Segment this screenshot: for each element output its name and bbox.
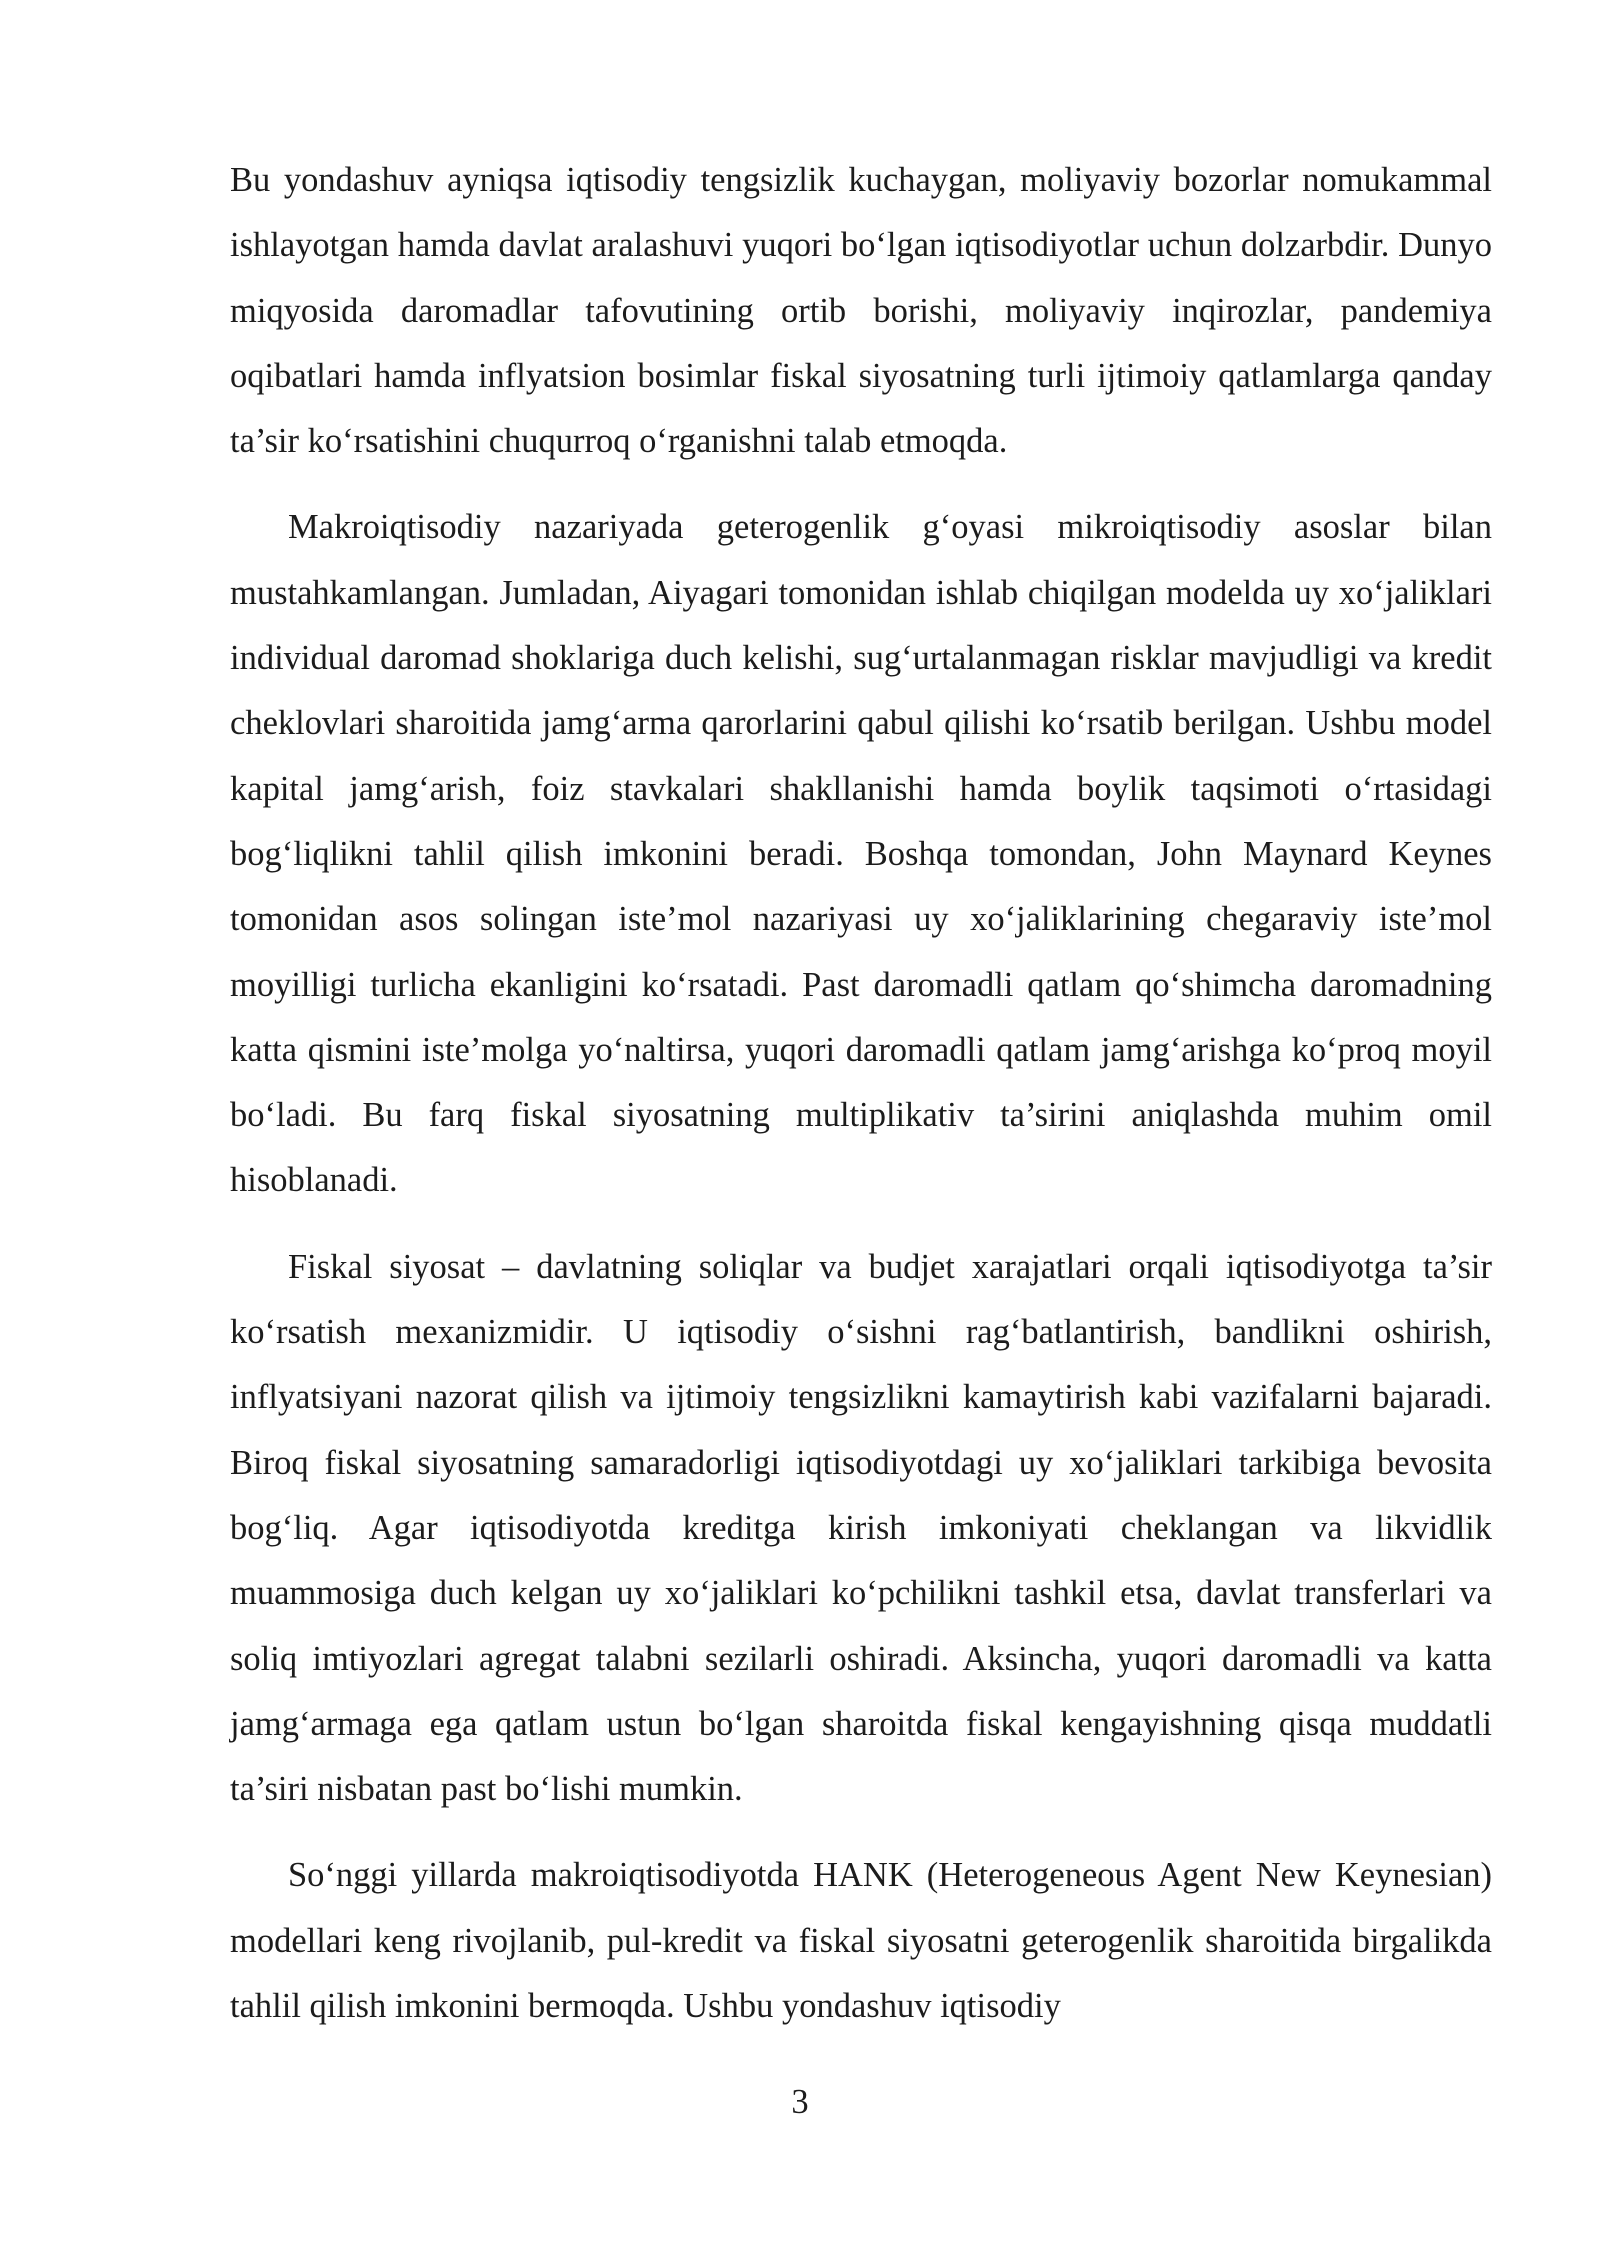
page-number: 3 xyxy=(791,2083,809,2121)
paragraph-3: Fiskal siyosat – davlatning soliqlar va budjet xarajatlari orqali iqtisodiyotga ta’sir ko‘rsatish mexanizmidir. U iqtisodiy o‘sishni rag‘batlantirish, bandlikni oshirish, inflyatsiyani nazorat qilish va ijtimoiy tengsizlikni kamaytirish kabi vazifalarni bajaradi. Biroq fiskal siyosatning samaradorligi iqtisodiyotdagi uy xo‘jaliklari tarkibiga bevosita bog‘liq. Agar iqtisodiyotda kreditga kirish imkoniyati cheklangan va likvidlik muammosiga duch kelgan uy xo‘jaliklari ko‘pchilikni tashkil etsa, davlat transferlari va soliq imtiyozlari agregat talabni sezilarli oshiradi. Aksincha, yuqori daromadli va katta jamg‘armaga ega qatlam ustun bo‘lgan sharoitda fiskal kengayishning qisqa muddatli ta’siri nisbatan past bo‘lishi mumkin. xyxy=(230,1247,1492,1809)
paragraph-1: Bu yondashuv ayniqsa iqtisodiy tengsizlik kuchaygan, moliyaviy bozorlar nomukammal ishlayotgan hamda davlat aralashuvi yuqori bo‘lgan iqtisodiyotlar uchun dolzarbdir. Dunyo miqyosida daromadlar tafovutining ortib borishi, moliyaviy inqirozlar, pandemiya oqibatlari hamda inflyatsion bosimlar fiskal siyosatning turli ijtimoiy qatlamlarga qanday ta’sir ko‘rsatishini chuqurroq o‘rganishni talab etmoqda. xyxy=(230,161,1492,461)
paragraph-2: Makroiqtisodiy nazariyada geterogenlik g‘oyasi mikroiqtisodiy asoslar bilan mustahkamlangan. Jumladan, Aiyagari tomonidan ishlab chiqilgan modelda uy xo‘jaliklari individual daromad shoklariga duch kelishi, sug‘urtalanmagan risklar mavjudligi va kredit cheklovlari sharoitida jamg‘arma qarorlarini qabul qilishi ko‘rsatib berilgan. Ushbu model kapital jamg‘arish, foiz stavkalari shakllanishi hamda boylik taqsimoti o‘rtasidagi bog‘liqlikni tahlil qilish imkonini beradi. Boshqa tomondan, John Maynard Keynes tomonidan asos solingan iste’mol nazariyasi uy xo‘jaliklarining chegaraviy iste’mol moyilligi turlicha ekanligini ko‘rsatadi. Past daromadli qatlam qo‘shimcha daromadning katta qismini iste’molga yo‘naltirsa, yuqori daromadli qatlam jamg‘arishga ko‘proq moyil bo‘ladi. Bu farq fiskal siyosatning multiplikativ ta’sirini aniqlashda muhim omil hisoblanadi. xyxy=(230,508,1492,1200)
paragraph-4: So‘nggi yillarda makroiqtisodiyotda HANK (Heterogeneous Agent New Keynesian) modellari keng rivojlanib, pul-kredit va fiskal siyosatni geterogenlik sharoitida birgalikda tahlil qilish imkonini bermoqda. Ushbu yondashuv iqtisodiy xyxy=(230,1856,1492,2026)
document-page xyxy=(230,148,1492,2039)
